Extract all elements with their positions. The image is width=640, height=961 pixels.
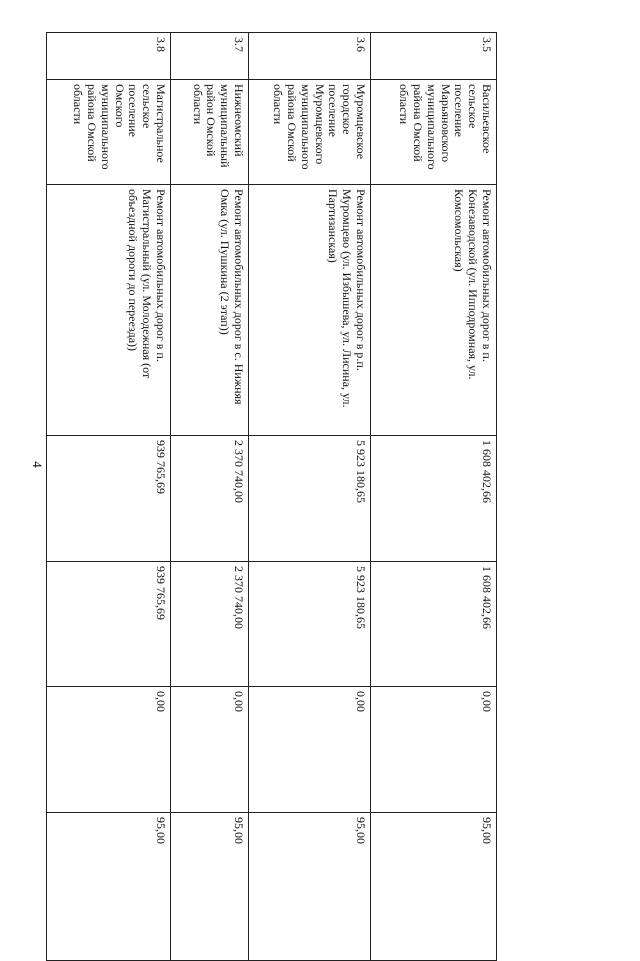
amount-other-cell: 0,00 bbox=[249, 687, 371, 813]
project-description-cell: Ремонт автомобильных дорог в п. Конезаводской (ул. Ипподромная, ул. Комсомольская) bbox=[371, 185, 497, 436]
row-number-cell: 3.8 bbox=[47, 33, 171, 80]
amount-other-cell: 0,00 bbox=[371, 687, 497, 813]
amount-total-cell: 939 765,69 bbox=[47, 436, 171, 562]
row-number-cell: 3.5 bbox=[371, 33, 497, 80]
amount-regional-cell: 2 370 740,00 bbox=[171, 562, 249, 687]
amount-regional-cell: 939 765,69 bbox=[47, 562, 171, 687]
project-description-cell: Ремонт автомобильных дорог в п. Магистральный (ул. Молодежная (от объездной дороги до переезда)) bbox=[47, 185, 171, 436]
amount-other-cell: 0,00 bbox=[171, 687, 249, 813]
project-description-cell: Ремонт автомобильных дорог в р.п. Муромцево (ул. Избышева, ул. Лисина, ул. Партизанская) bbox=[249, 185, 371, 436]
municipality-cell: Нижнеомский муниципальный район Омской области bbox=[171, 80, 249, 185]
amount-total-cell: 1 608 402,66 bbox=[371, 436, 497, 562]
municipality-cell: Муромцевское городское поселение Муромцевского муниципального района Омской области bbox=[249, 80, 371, 185]
amount-regional-cell: 1 608 402,66 bbox=[371, 562, 497, 687]
percent-cell: 95,00 bbox=[47, 813, 171, 961]
municipality-cell: Васильевское сельское поселение Марьяновского муниципального района Омской области bbox=[371, 80, 497, 185]
table-row bbox=[249, 33, 371, 961]
row-number-cell: 3.6 bbox=[249, 33, 371, 80]
row-number-cell: 3.7 bbox=[171, 33, 249, 80]
percent-cell: 95,00 bbox=[171, 813, 249, 961]
amount-other-cell: 0,00 bbox=[47, 687, 171, 813]
table-row bbox=[47, 33, 171, 961]
table-row bbox=[171, 33, 249, 961]
amount-total-cell: 2 370 740,00 bbox=[171, 436, 249, 562]
municipality-cell: Магистральное сельское поселение Омского муниципального района Омской области bbox=[47, 80, 171, 185]
amount-total-cell: 5 923 180,65 bbox=[249, 436, 371, 562]
table-row bbox=[371, 33, 497, 961]
percent-cell: 95,00 bbox=[249, 813, 371, 961]
percent-cell: 95,00 bbox=[371, 813, 497, 961]
funding-table bbox=[46, 32, 497, 961]
page-number: 4 bbox=[29, 461, 45, 468]
project-description-cell: Ремонт автомобильных дорог в с. Нижняя Омка (ул. Пушкина (2 этап)) bbox=[171, 185, 249, 436]
amount-regional-cell: 5 923 180,65 bbox=[249, 562, 371, 687]
table-container bbox=[61, 32, 497, 897]
